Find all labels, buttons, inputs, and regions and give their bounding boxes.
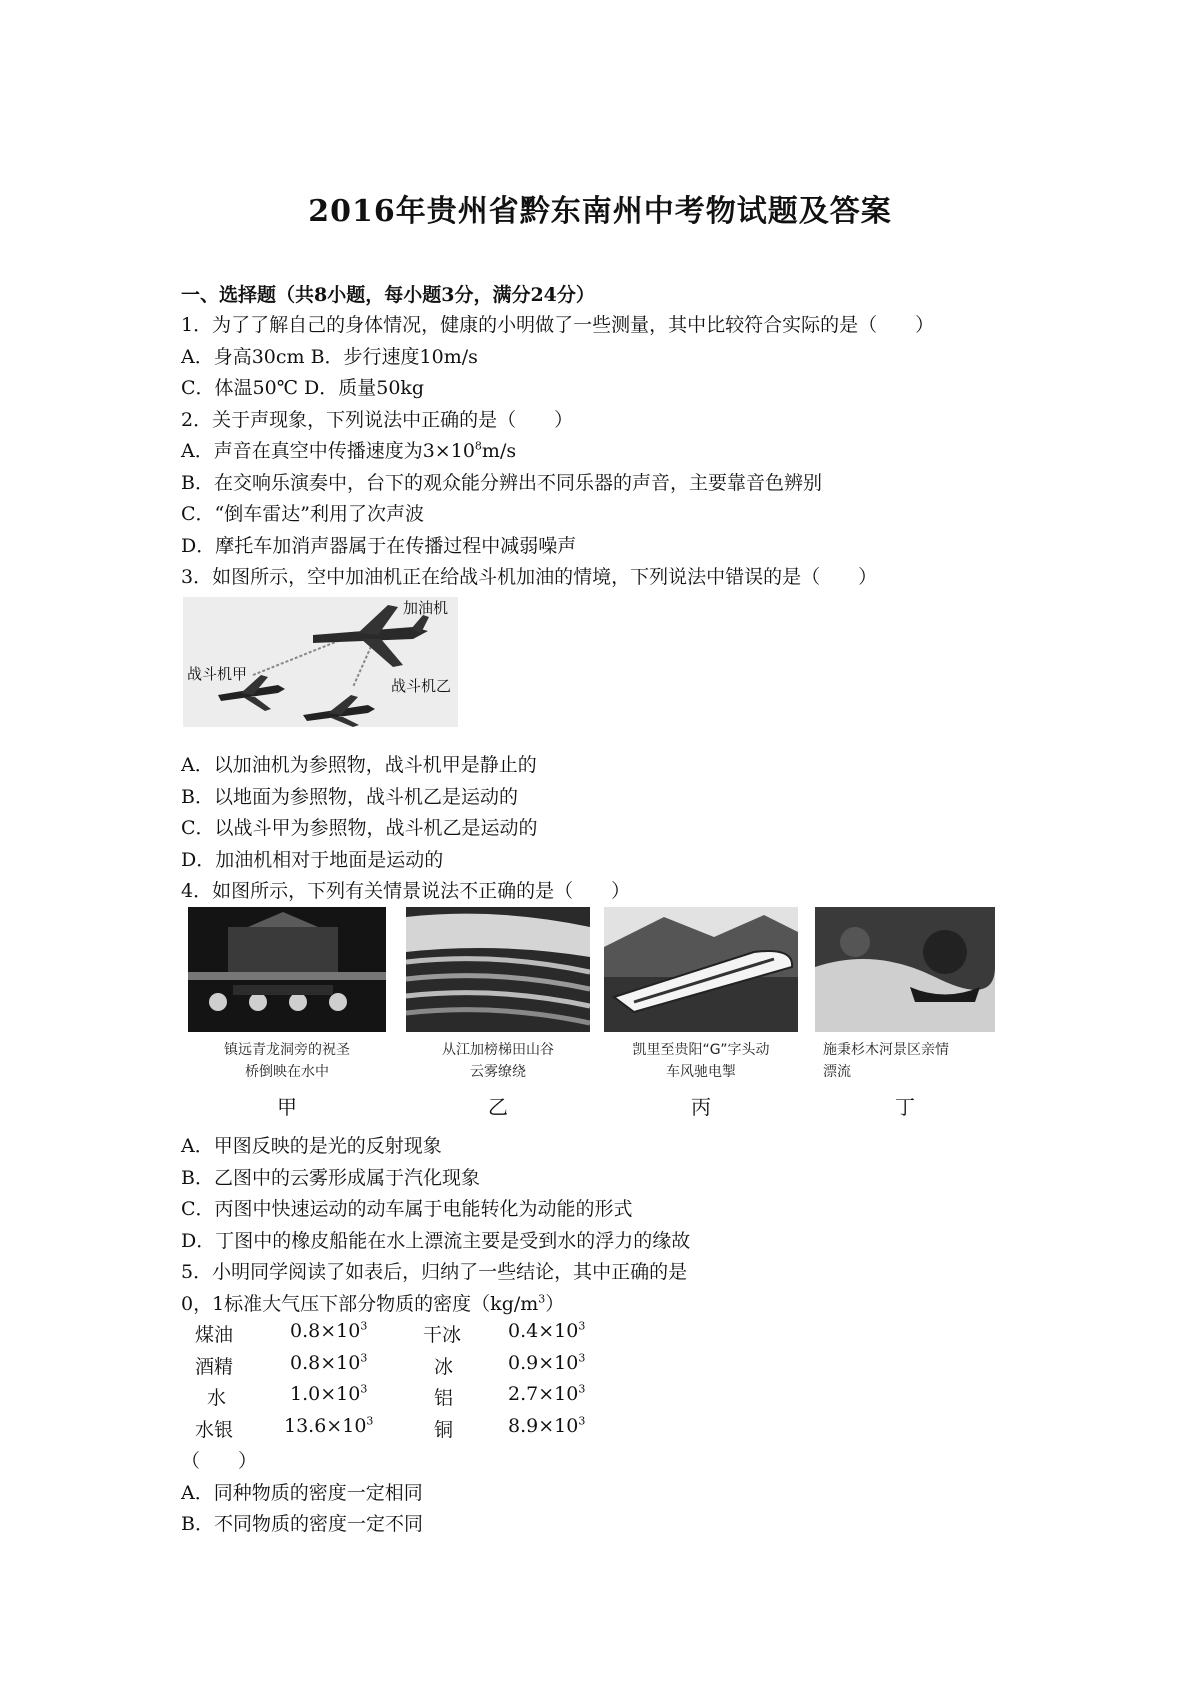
q5-answer-paren: （ ）: [181, 1450, 258, 1472]
q4-option-c: C．丙图中快速运动的动车属于电能转化为动能的形式: [181, 1198, 633, 1220]
table-cell: 铝: [434, 1387, 454, 1409]
q3-stem: 3．如图所示，空中加油机正在给战斗机加油的情境，下列说法中错误的是（ ）: [181, 566, 878, 588]
table-value: 2.7×10: [508, 1383, 579, 1405]
photo-bing-mark: 丙: [691, 1095, 711, 1119]
table-cell: [290, 1383, 367, 1405]
table-value: 8.9×10: [508, 1415, 579, 1437]
q2-option-d: D．摩托车加消声器属于在传播过程中减弱噪声: [181, 535, 577, 557]
q3-option-c: C．以战斗甲为参照物，战斗机乙是运动的: [181, 817, 538, 839]
photo-bing: [604, 907, 798, 1122]
q1-options-cd: C．体温50℃ D．质量50kg: [181, 377, 425, 399]
photo-ding-caption: [815, 1039, 1003, 1083]
photo-bing-caption-line2: 车风驰电掣: [666, 1064, 736, 1080]
q5-caption-text: 0，1标准大气压下部分物质的密度（kg/m: [181, 1293, 539, 1315]
rafting-image: [815, 907, 995, 1032]
table-exponent: 3: [360, 1319, 368, 1333]
photo-jia-mark: 甲: [277, 1095, 297, 1119]
table-cell: [284, 1415, 373, 1437]
tanker-label: 加油机: [403, 599, 449, 617]
q2-option-c: C．“倒车雷达”利用了次声波: [181, 503, 424, 525]
fighter-b-label: 战斗机乙: [391, 677, 452, 695]
photo-ding-caption-line2: 漂流: [823, 1064, 851, 1080]
table-cell: [290, 1320, 367, 1342]
photo-jia: [188, 907, 386, 1122]
q4-option-a: A．甲图反映的是光的反射现象: [181, 1135, 442, 1157]
photo-yi-caption-line2: 云雾缭绕: [470, 1064, 526, 1080]
q3-option-d: D．加油机相对于地面是运动的: [181, 849, 444, 871]
fighter-a-label: 战斗机甲: [187, 665, 248, 683]
photo-jia-caption: [188, 1039, 386, 1083]
q1-stem: 1．为了了解自己的身体情况，健康的小明做了一些测量，其中比较符合实际的是（ ）: [181, 314, 935, 336]
photo-bing-caption: [604, 1039, 798, 1083]
table-exponent: 3: [578, 1351, 586, 1365]
table-cell: [508, 1415, 585, 1437]
q5-caption-close: ）: [545, 1293, 565, 1315]
q5-option-a: A．同种物质的密度一定相同: [181, 1482, 423, 1504]
table-exponent: 3: [366, 1414, 374, 1428]
photo-bing-caption-line1: 凯里至贵阳“G”字头动: [632, 1042, 770, 1058]
page-title: 2016年贵州省黔东南州中考物试题及答案: [308, 194, 892, 229]
q3-option-a: A．以加油机为参照物，战斗机甲是静止的: [181, 754, 537, 776]
q4-option-d: D．丁图中的橡皮船能在水上漂流主要是受到水的浮力的缘故: [181, 1230, 691, 1252]
photo-ding-caption-line1: 施秉杉木河景区亲情: [823, 1042, 949, 1058]
table-cell: 煤油: [195, 1324, 234, 1346]
photo-ding-mark: 丁: [895, 1095, 915, 1119]
table-value: 1.0×10: [290, 1383, 361, 1405]
q1-options-ab: A．身高30cm B．步行速度10m/s: [181, 346, 478, 368]
bridge-reflection-image: [188, 907, 386, 1032]
table-cell: [508, 1383, 585, 1405]
table-cell: 干冰: [423, 1324, 462, 1346]
table-cell: [508, 1352, 585, 1374]
table-cell: 水银: [195, 1419, 234, 1441]
q2-option-a-unit: m/s: [481, 440, 517, 462]
q3-option-b: B．以地面为参照物，战斗机乙是运动的: [181, 786, 518, 808]
table-exponent: 3: [578, 1382, 586, 1396]
table-value: 0.4×10: [508, 1320, 579, 1342]
table-cell: 酒精: [195, 1356, 234, 1378]
table-value: 13.6×10: [284, 1415, 367, 1437]
q5-stem: 5．小明同学阅读了如表后，归纳了一些结论，其中正确的是: [181, 1261, 688, 1283]
table-cell: 铜: [434, 1419, 454, 1441]
q4-stem: 4．如图所示，下列有关情景说法不正确的是（ ）: [181, 880, 631, 902]
q5-table-caption: [181, 1289, 564, 1316]
q5-caption-exponent: 3: [538, 1292, 546, 1306]
table-value: 0.9×10: [508, 1352, 579, 1374]
table-exponent: 3: [360, 1382, 368, 1396]
table-value: 0.8×10: [290, 1352, 361, 1374]
photo-yi-caption: [406, 1039, 590, 1083]
q2-option-b: B．在交响乐演奏中，台下的观众能分辨出不同乐器的声音，主要靠音色辨别: [181, 472, 822, 494]
table-exponent: 3: [578, 1414, 586, 1428]
photo-yi-mark: 乙: [488, 1095, 508, 1119]
q2-stem: 2．关于声现象，下列说法中正确的是（ ）: [181, 409, 574, 431]
q4-option-b: B．乙图中的云雾形成属于汽化现象: [181, 1167, 480, 1189]
refueling-figure: [183, 597, 458, 727]
q2-option-a-text: A．声音在真空中传播速度为3×10: [181, 440, 475, 462]
table-cell: [290, 1352, 367, 1374]
photo-yi-caption-line1: 从江加榜梯田山谷: [442, 1042, 554, 1058]
bullet-train-image: [604, 907, 798, 1032]
table-exponent: 3: [578, 1319, 586, 1333]
table-cell: 冰: [434, 1356, 454, 1378]
table-exponent: 3: [360, 1351, 368, 1365]
table-value: 0.8×10: [290, 1320, 361, 1342]
table-cell: 水: [207, 1387, 227, 1409]
photo-yi: [406, 907, 590, 1122]
table-cell: [508, 1320, 585, 1342]
photo-jia-caption-line2: 桥倒映在水中: [245, 1064, 329, 1080]
q2-option-a-exponent: 8: [474, 439, 482, 453]
section-heading: 一、选择题（共8小题，每小题3分，满分24分）: [181, 284, 595, 306]
photo-ding: [815, 907, 995, 1122]
photo-jia-caption-line1: 镇远青龙洞旁的祝圣: [224, 1042, 350, 1058]
terraced-fields-image: [406, 907, 590, 1032]
q2-option-a: [181, 436, 516, 463]
q5-option-b: B．不同物质的密度一定不同: [181, 1513, 423, 1535]
